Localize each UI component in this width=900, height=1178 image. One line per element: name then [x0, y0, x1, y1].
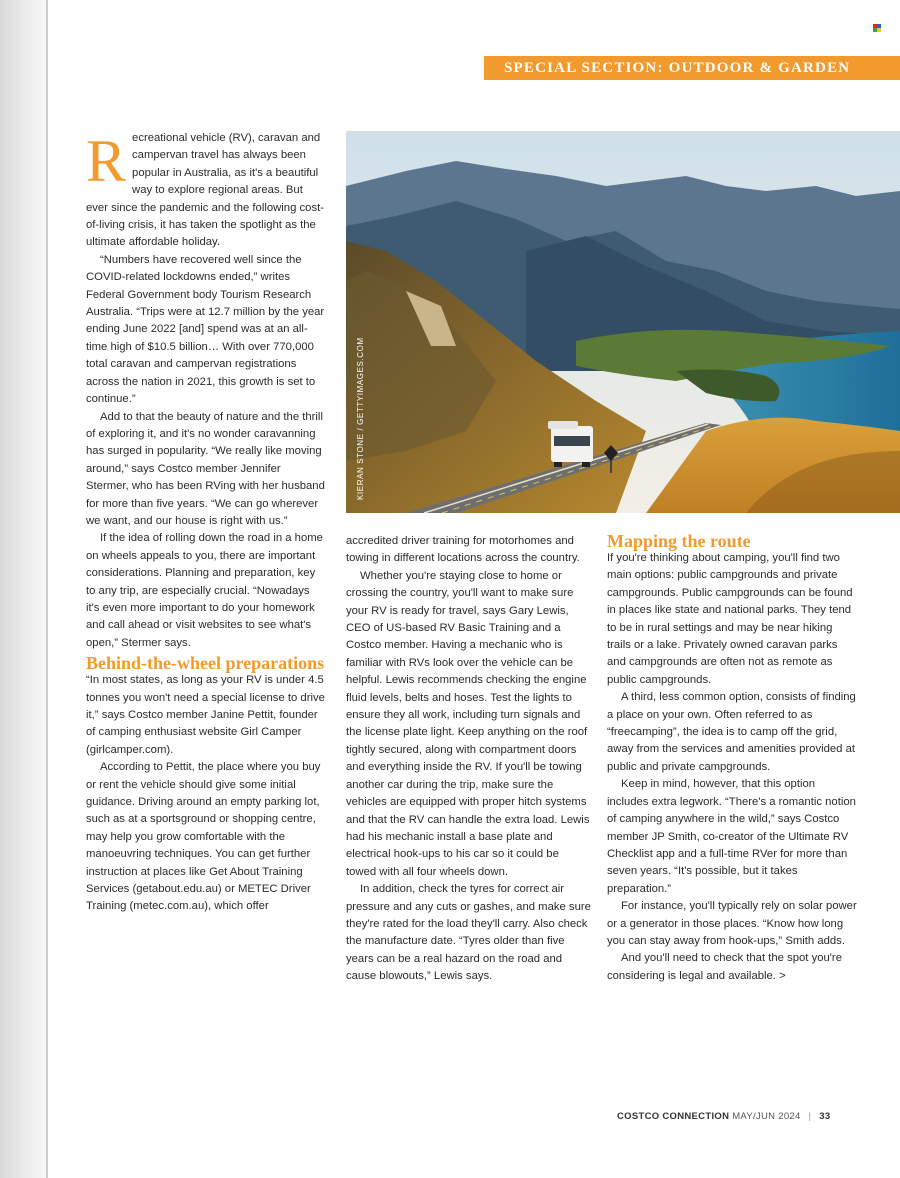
subheading-mapping-the-route: Mapping the route	[607, 531, 751, 551]
page-binding-shadow	[0, 0, 46, 1178]
body-paragraph: A third, less common option, consists of finding a place on your own. Often referred to as “freecamping”, the idea is to camp off the grid, away from the services and amenities provided at public and private campgrounds.	[607, 691, 856, 773]
color-registration-mark	[873, 24, 881, 32]
body-paragraph: “Numbers have recovered well since the COVID-related lockdowns ended,” writes Federal Government body Tourism Research Australia. “Trips were at 12.7 million by the year ending June 2022 [and] spend was at an all-time high of $10.5 billion… With over 770,000 total caravan and campervan registrations across the nation in 2021, this growth is set to continue.”	[86, 253, 325, 406]
subheading-behind-the-wheel: Behind-the-wheel preparations	[86, 653, 325, 674]
body-paragraph: If you're thinking about camping, you'll find two main options: public campgrounds and private campgrounds. Public campgrounds can be found in places like state and national parks. They tend to be in rural settings and may be near hiking trails or a lake. Privately owned caravan parks and campgrounds are often not as remote as public campgrounds.	[607, 552, 853, 686]
intro-text: ecreational vehicle (RV), caravan and campervan travel has always been popular in Australia, as it's a beautiful way to explore regional areas. But ever since the pandemic and the following cost-of-living crisis, it has taken the spotlight as the ultimate affordable holiday.	[86, 132, 324, 249]
body-paragraph: For instance, you'll typically rely on solar power or a generator in those places. “Know how long you can stay away from hook-ups,” Smith adds.	[607, 900, 857, 947]
page-number: 33	[819, 1111, 831, 1122]
rv-road-photo	[346, 131, 900, 513]
intro-paragraph	[86, 130, 326, 252]
publication-name: COSTCO CONNECTION	[617, 1111, 730, 1122]
section-header-band	[484, 56, 900, 80]
issue-date: MAY/JUN 2024	[732, 1111, 801, 1122]
page-edge	[46, 0, 48, 1178]
body-paragraph: Keep in mind, however, that this option includes extra legwork. “There's a romantic notion of camping anywhere in the wild,” says Costco member JP Smith, co-creator of the Ultimate RV Checklist app and a full-time RVer for more than seven years. “It's possible, but it takes preparation.”	[607, 778, 856, 895]
body-paragraph: Add to that the beauty of nature and the thrill of exploring it, and it's no wonder caravanning has surged in popularity. “We really like moving around,” says Costco member Jennifer Stermer, who has been RVing with her husband for more than five years. “We can go wherever we want, and our house is right with us.”	[86, 410, 325, 527]
article-column-3	[607, 530, 857, 985]
page-footer	[617, 1111, 857, 1122]
body-paragraph: If the idea of rolling down the road in a home on wheels appeals to you, there are important considerations. Planning and preparation, key to any trip, are especially crucial. “Nowadays it's even more important to do your homework and call ahead or visit websites to see what's open,” Stermer says.	[86, 532, 323, 649]
body-paragraph: accredited driver training for motorhomes and towing in different locations across the country.	[346, 535, 580, 565]
article-column-2	[346, 533, 591, 986]
footer-separator: |	[808, 1111, 812, 1122]
body-paragraph: Whether you're staying close to home or crossing the country, you'll want to make sure your RV is ready for travel, says Gary Lewis, CEO of US-based RV Basic Training and a Costco member. Having a mechanic who is familiar with RVs look over the vehicle can be helpful. Lewis recommends checking the engine fluid levels, belts and hoses. Test the lights to ensure they all work, including turn signals and the license plate light. Keep anything on the roof tightly secured, along with compartment doors and everything inside the RV. If you'll be towing another car during the trip, make sure the vehicles are equipped with proper hitch systems and that the RV can handle the extra load. Lewis had his mechanic install a base plate and electrical hook-ups to his car so it could be towed with all four wheels down.	[346, 569, 590, 878]
body-paragraph: In addition, check the tyres for correct air pressure and any cuts or gashes, and make sure they're rated for the load they'll carry. Also check the manufacture date. “Tyres older than five years can be a real hazard on the road and cause blowouts,” Lewis says.	[346, 883, 591, 983]
body-paragraph: According to Pettit, the place where you buy or rent the vehicle should give some initial guidance. Driving around an empty parking lot, such as at a sportsground or shopping centre, may help you grow comfortable with the manoeuvring techniques. You can get further instruction at places like Get About Training Services (getabout.edu.au) or METEC Driver Training (metec.com.au), which offer	[86, 761, 321, 913]
drop-cap: R	[86, 128, 127, 194]
body-paragraph: And you'll need to check that the spot you're considering is legal and available. >	[607, 952, 842, 982]
photo-credit: KIERAN STONE / GETTYIMAGES.COM	[356, 337, 365, 500]
body-paragraph: “In most states, as long as your RV is under 4.5 tonnes you won't need a special license to drive it,” says Costco member Janine Pettit, founder of camping enthusiast website Girl Camper (girlcamper.com).	[86, 674, 325, 756]
article-column-1	[86, 130, 326, 916]
section-header-label: SPECIAL SECTION: OUTDOOR & GARDEN	[504, 60, 851, 76]
